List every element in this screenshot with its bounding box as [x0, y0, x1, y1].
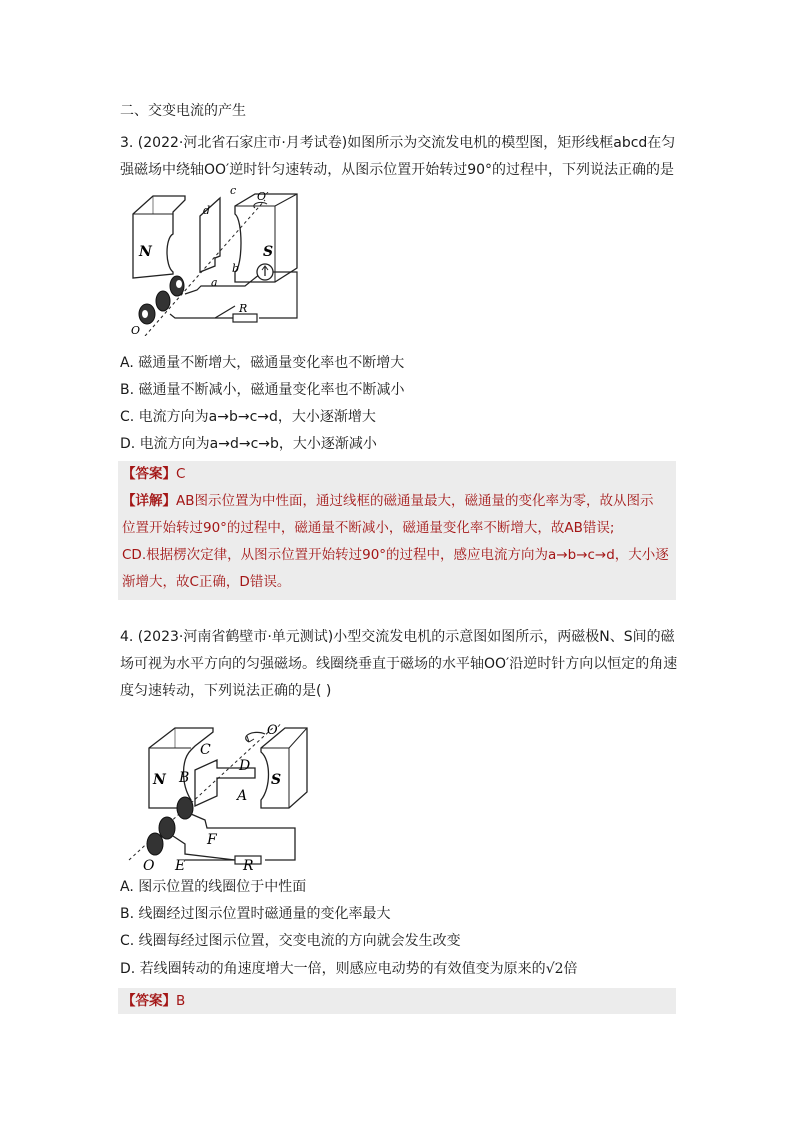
q4-stem-line1: 4. (2023·河南省鹤壁市·单元测试)小型交流发电机的示意图如图所示，两磁极N、S间的磁	[120, 629, 675, 645]
q3-detail-line4: 渐增大，故C正确，D错误。	[122, 574, 291, 590]
q3-label-a: a	[211, 276, 218, 289]
q4-label-o: O	[143, 858, 155, 870]
q3-label-s: S	[263, 244, 274, 260]
q4-label-n: N	[153, 772, 166, 788]
q4-label-s: S	[271, 772, 282, 788]
q4-stem-line2: 场可视为水平方向的匀强磁场。线圈绕垂直于磁场的水平轴OO′沿逆时针方向以恒定的角速	[120, 656, 678, 672]
q4-label-f: F	[207, 832, 217, 848]
section-title: 二、交变电流的产生	[120, 103, 246, 119]
q3-answer	[122, 464, 185, 484]
q3-label-d: d	[203, 204, 211, 217]
q3-label-n: N	[139, 244, 152, 260]
q4-stem-line3: 度匀速转动，下列说法正确的是( )	[120, 683, 332, 699]
q3-detail-tag: 【详解】	[122, 493, 176, 509]
q3-resistor	[233, 314, 257, 322]
q4-label-b: B	[179, 770, 190, 786]
q4-label-a: A	[237, 788, 248, 804]
q4-generator-figure	[125, 720, 315, 870]
q3-label-r: R	[239, 302, 248, 315]
q4-option-d-text: D. 若线圈转动的角速度增大一倍，则感应电动势的有效值变为原来的	[120, 961, 546, 977]
q4-label-e: E	[175, 858, 186, 870]
q3-slip-ring-2	[156, 291, 170, 311]
q3-option-b: B. 磁通量不断减小，磁通量变化率也不断减小	[120, 382, 405, 398]
q3-detail-line3: CD.根据楞次定律，从图示位置开始转过90°的过程中，感应电流方向为a→b→c→d，大小逐	[122, 547, 669, 563]
q4-option-b: B. 线圈经过图示位置时磁通量的变化率最大	[120, 906, 391, 922]
q4-slip-ring-2	[159, 817, 175, 839]
q4-option-d	[120, 959, 578, 979]
q4-option-a: A. 图示位置的线圈位于中性面	[120, 879, 307, 895]
q4-s-pole	[261, 728, 307, 808]
q4-option-d-suffix: 倍	[563, 961, 578, 977]
q3-answer-value: C	[176, 466, 186, 482]
q4-option-c: C. 线圈每经过图示位置，交变电流的方向就会发生改变	[120, 933, 461, 949]
q3-label-b: b	[232, 262, 240, 275]
q3-option-a: A. 磁通量不断增大，磁通量变化率也不断增大	[120, 355, 405, 371]
q3-detail-line1	[122, 491, 654, 511]
q4-label-r: R	[243, 858, 254, 870]
q3-label-o-prime: O′	[257, 190, 269, 203]
q4-answer-value: B	[176, 993, 186, 1009]
q4-label-c: C	[200, 742, 211, 758]
q4-label-d: D	[239, 758, 251, 774]
q3-option-d: D. 电流方向为a→d→c→b，大小逐渐减小	[120, 436, 377, 452]
q3-detail-text1: AB图示位置为中性面，通过线框的磁通量最大，磁通量的变化率为零，故从图示	[176, 493, 654, 509]
q3-label-o: O	[131, 324, 141, 336]
q3-generator-figure	[125, 186, 305, 336]
q3-n-pole	[133, 196, 185, 278]
q4-option-d-sqrt: √2	[545, 961, 564, 977]
q3-answer-tag: 【答案】	[122, 466, 176, 482]
q3-stem-line2: 强磁场中绕轴OO′逆时针匀速转动，从图示位置开始转过90°的过程中，下列说法正确的是	[120, 162, 675, 178]
q3-stem-line1: 3. (2022·河北省石家庄市·月考试卷)如图所示为交流发电机的模型图，矩形线框abcd在匀	[120, 135, 676, 151]
q4-answer	[122, 991, 185, 1011]
q3-detail-line2: 位置开始转过90°的过程中，磁通量不断减小，磁通量变化率不断增大，故AB错误;	[122, 520, 615, 536]
q3-option-c: C. 电流方向为a→b→c→d，大小逐渐增大	[120, 409, 376, 425]
q4-answer-tag: 【答案】	[122, 993, 176, 1009]
q3-label-c: c	[230, 186, 237, 197]
q4-answer-box	[118, 988, 676, 1014]
q4-slip-ring-1	[177, 797, 193, 819]
q4-label-o-prime: O′	[267, 723, 281, 738]
